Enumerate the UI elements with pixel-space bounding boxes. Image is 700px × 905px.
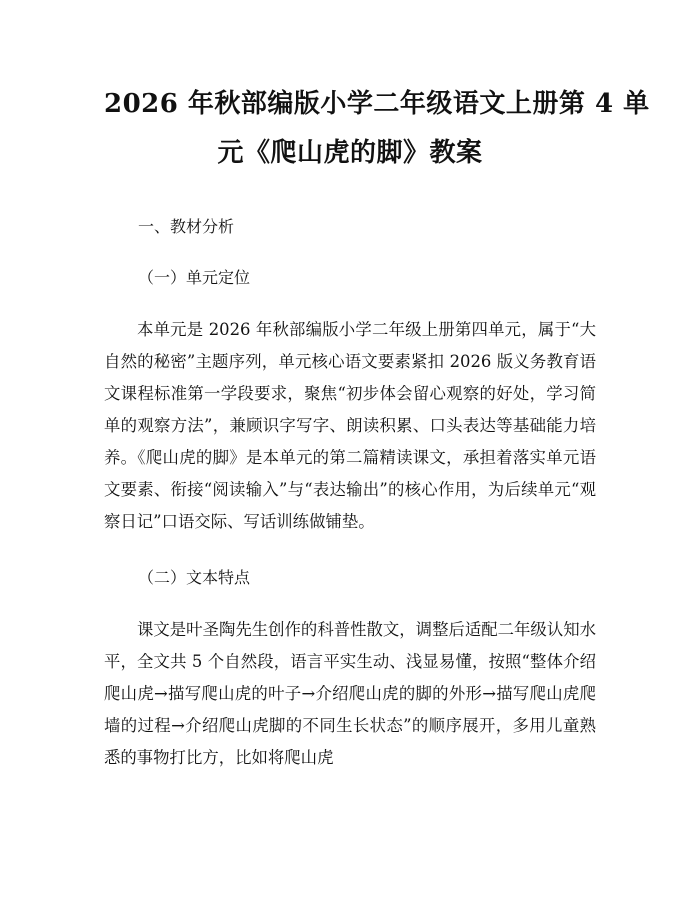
document-title-line-1: 2026 年秋部编版小学二年级语文上册第 4 单: [104, 89, 650, 119]
document-title: [104, 80, 650, 178]
paragraph-text-features: 课文是叶圣陶先生创作的科普性散文，调整后适配二年级认知水平，全文共 5 个自然段，语言平实生动、浅显易懂，按照“整体介绍爬山虎→描写爬山虎的叶子→介绍爬山虎的脚的外形→描写爬山虎爬墙的过程→介绍爬山虎脚的不同生长状态”的顺序展开，多用儿童熟悉的事物打比方，比如将爬山虎: [104, 620, 596, 767]
subsection-heading-text-features: （二）文本特点: [138, 568, 251, 587]
document-title-line-2: 元《爬山虎的脚》教案: [217, 138, 483, 168]
subsection-heading-unit-positioning: （一）单元定位: [138, 268, 251, 287]
section-heading-teaching-material-analysis: 一、教材分析: [138, 217, 235, 236]
paragraph-unit-positioning: 本单元是 2026 年秋部编版小学二年级上册第四单元，属于“大自然的秘密”主题序列，单元核心语文要素紧扣 2026 版义务教育语文课程标准第一学段要求，聚焦“初步体会留心观察的好处，学习简单的观察方法”，兼顾识字写字、朗读积累、口头表达等基础能力培养。《爬山虎的脚》是本单元的第二篇精读课文，承担着落实单元语文要素、衔接“阅读输入”与“表达输出”的核心作用，为后续单元“观察日记”口语交际、写话训练做铺垫。: [104, 320, 596, 531]
